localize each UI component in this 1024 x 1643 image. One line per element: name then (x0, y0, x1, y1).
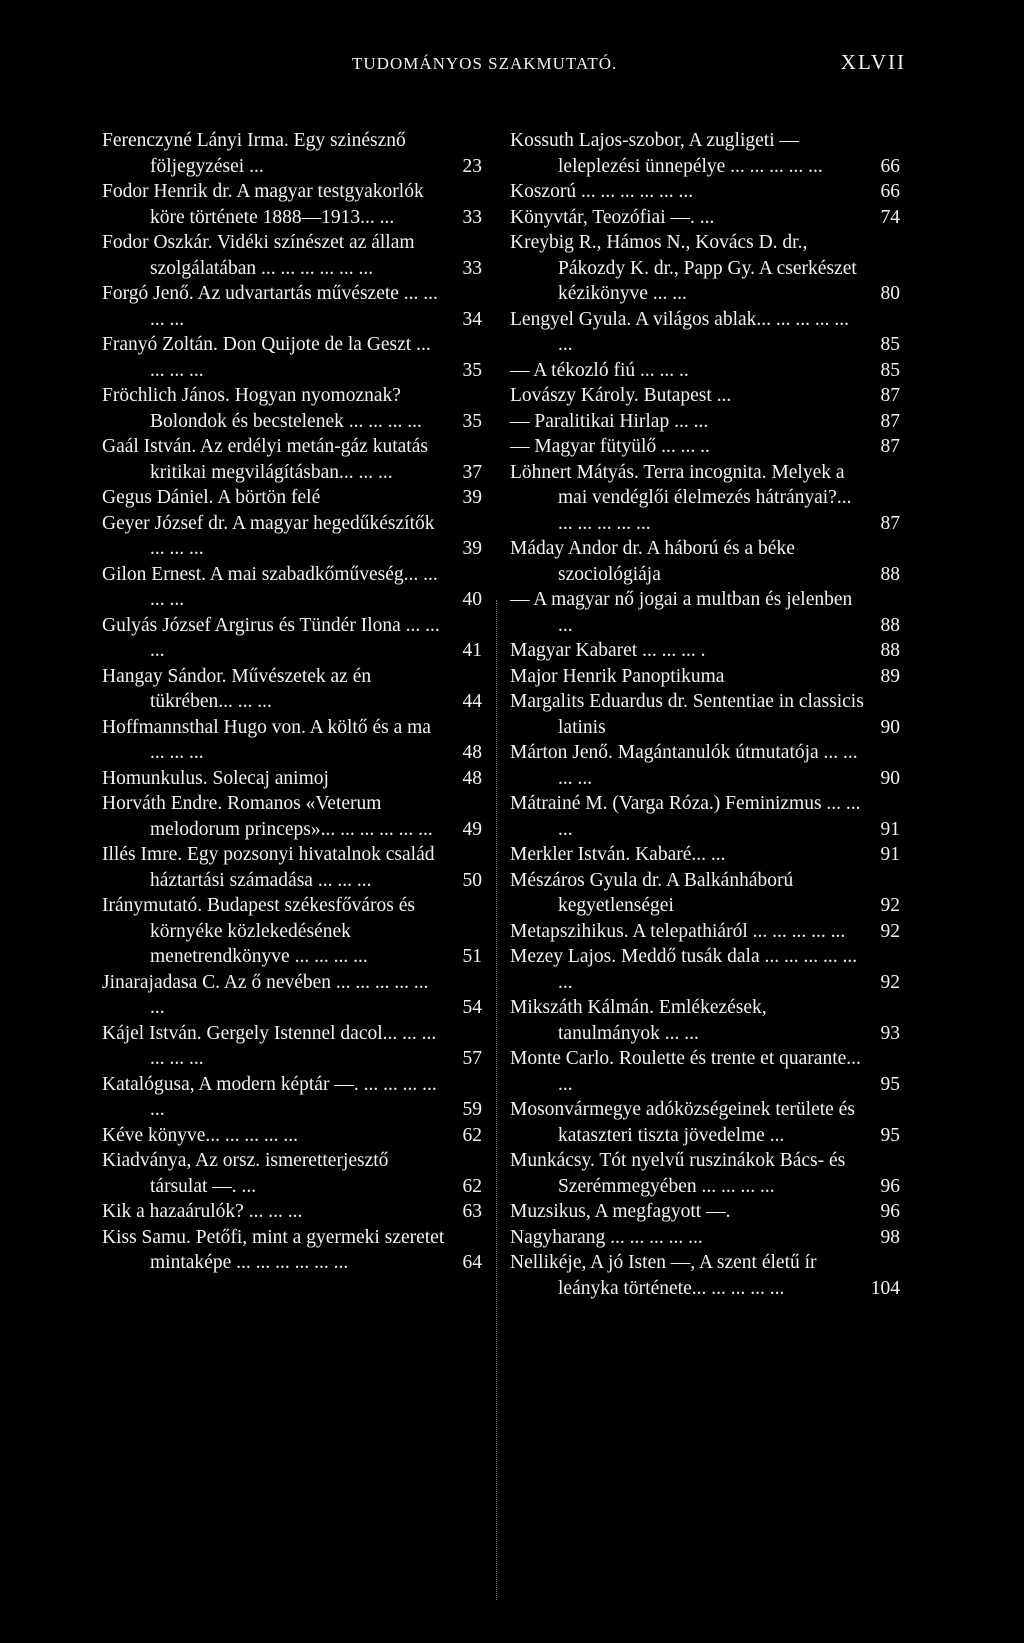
index-entry-page: 90 (880, 716, 900, 738)
index-column-left (102, 128, 482, 1276)
index-entry-page: 88 (880, 614, 900, 636)
index-entry (510, 868, 900, 919)
index-entry (102, 1072, 482, 1123)
index-entry (510, 995, 900, 1046)
index-entry-text: Homunkulus. Solecaj animoj (102, 767, 329, 789)
index-entry (510, 179, 900, 205)
index-entry-text: — A magyar nő jogai a multban és jelenben ... (510, 589, 853, 636)
index-entry (510, 358, 900, 384)
index-entry (510, 1097, 900, 1148)
index-entry (510, 1148, 900, 1199)
index-entry (510, 1225, 900, 1251)
index-entry-text: Lovászy Károly. Butapest ... (510, 385, 732, 406)
running-head (0, 48, 1024, 82)
index-entry-text: Geyer József dr. A magyar hegedűkészítők ... ... ... (102, 512, 435, 559)
index-entry (510, 638, 900, 664)
index-entry-page: 91 (880, 818, 900, 840)
index-entry (510, 1199, 900, 1225)
index-entry-text: Horváth Endre. Romanos «Veterum melodorum princeps»... ... ... ... ... ... (102, 793, 433, 840)
index-entry-page: 63 (462, 1201, 482, 1222)
index-entry-text: Mikszáth Kálmán. Emlékezések, tanulmányok ... ... (510, 997, 767, 1044)
index-entry-page: 35 (462, 410, 482, 432)
index-entry-page: 74 (880, 206, 900, 228)
index-entry-page: 104 (870, 1277, 900, 1299)
index-entry-page: 95 (880, 1124, 900, 1146)
index-entry (510, 689, 900, 740)
index-entry-text: Iránymutató. Budapest székesfőváros és környéke közlekedésének menetrendkönyve ... ... ... ... (102, 895, 415, 967)
index-entry (102, 1225, 482, 1276)
index-entry-text: Metapszihikus. A telepathiáról ... ... ... ... ... (510, 920, 846, 942)
index-entry-text: Kik a hazaárulók? ... ... ... (102, 1201, 303, 1222)
index-entry-text: Lengyel Gyula. A világos ablak... ... ... ... ... ... (510, 308, 850, 355)
index-entry-text: Forgó Jenő. Az udvartartás művészete ... ... ... ... (102, 283, 438, 330)
index-entry-text: Kossuth Lajos-szobor, A zugligeti — leleplezési ünnepélye ... ... ... ... ... (510, 130, 823, 177)
index-entry (510, 791, 900, 842)
index-entry (102, 1123, 482, 1149)
index-entry-text: Hangay Sándor. Művészetek az én tükrében... ... ... (102, 665, 372, 712)
index-entry-text: Katalógusa, A modern képtár —. ... ... ... ... ... (102, 1073, 437, 1120)
index-entry-text: Mészáros Gyula dr. A Balkánháború kegyetlenségei (510, 869, 794, 916)
index-entry (510, 383, 900, 409)
index-entry (102, 1199, 482, 1225)
index-entry-page: 88 (880, 563, 900, 585)
index-entry-text: Fodor Oszkár. Vidéki színészet az állam szolgálatában ... ... ... ... ... ... (102, 232, 415, 279)
index-entry-text: Nagyharang ... ... ... ... ... (510, 1226, 703, 1248)
index-entry-page: 33 (462, 206, 482, 228)
index-entry (102, 562, 482, 613)
index-entry-text: Mosonvármegye adóközségeinek területe és kataszteri tiszta jövedelme ... (510, 1099, 855, 1146)
index-entry-text: Gaál István. Az erdélyi metán-gáz kutatás kritikai megvilágításban... ... ... (102, 436, 428, 483)
index-entry (102, 230, 482, 281)
index-entry (102, 485, 482, 511)
index-entry-text: Hoffmannsthal Hugo von. A költő és a ma ... ... ... (102, 716, 431, 763)
index-entry-page: 44 (462, 691, 482, 712)
index-entry-page: 90 (880, 767, 900, 789)
index-entry-text: — A tékozló fiú ... ... .. (510, 359, 689, 381)
index-entry-page: 87 (880, 385, 900, 406)
index-entry-page: 40 (462, 589, 482, 610)
index-entry-page: 64 (462, 1252, 482, 1273)
index-entry (510, 944, 900, 995)
index-entry-text: Magyar Kabaret ... ... ... . (510, 640, 706, 661)
index-entry-text: Kájel István. Gergely Istennel dacol... ... ... ... ... ... (102, 1022, 437, 1069)
index-entry-text: Illés Imre. Egy pozsonyi hivatalnok család háztartási számadása ... ... ... (102, 844, 435, 891)
index-entry-text: Margalits Eduardus dr. Sententiae in classicis latinis (510, 691, 864, 738)
index-entry-page: 49 (462, 818, 482, 840)
index-entry-page: 87 (880, 410, 900, 432)
index-entry-text: Muzsikus, A megfagyott —. (510, 1201, 731, 1222)
index-entry (102, 613, 482, 664)
index-entry-page: 48 (462, 742, 482, 763)
index-entry-page: 80 (880, 283, 900, 304)
index-entry-page: 62 (462, 1175, 482, 1197)
index-entry-page: 87 (880, 436, 900, 457)
index-entry-text: Gegus Dániel. A börtön felé (102, 487, 321, 508)
index-entry (102, 715, 482, 766)
index-entry-page: 37 (462, 461, 482, 483)
index-entry-page: 51 (462, 946, 482, 967)
index-entry-page: 66 (880, 181, 900, 202)
index-entry (510, 409, 900, 435)
index-entry (102, 1148, 482, 1199)
index-entry-text: Kiss Samu. Petőfi, mint a gyermeki szeretet mintaképe ... ... ... ... ... ... (102, 1226, 445, 1273)
index-entry (102, 281, 482, 332)
index-entry (102, 664, 482, 715)
index-entry-page: 89 (880, 665, 900, 687)
index-entry-page: 33 (462, 257, 482, 279)
index-entry (102, 332, 482, 383)
index-entry-text: Monte Carlo. Roulette és trente et quarante... ... (510, 1048, 861, 1095)
index-entry (102, 842, 482, 893)
index-entry-text: Koszorú ... ... ... ... ... ... (510, 181, 694, 202)
index-entry (510, 919, 900, 945)
index-entry-page: 91 (880, 844, 900, 865)
index-entry-page: 85 (880, 359, 900, 381)
index-entry (102, 511, 482, 562)
index-entry-page: 41 (462, 640, 482, 661)
index-entry-text: Jinarajadasa C. Az ő nevében ... ... ... ... ... ... (102, 971, 429, 1018)
index-entry (102, 970, 482, 1021)
index-entry (102, 893, 482, 970)
index-entry-page: 66 (880, 155, 900, 177)
index-entry-text: Könyvtár, Teozófiai —. ... (510, 206, 715, 228)
index-entry-text: Merkler István. Kabaré... ... (510, 844, 726, 865)
index-entry (510, 842, 900, 868)
index-entry (510, 740, 900, 791)
index-entry (102, 434, 482, 485)
index-entry-page: 23 (462, 155, 482, 177)
index-entry-page: 92 (880, 971, 900, 993)
index-entry-page: 57 (462, 1048, 482, 1069)
index-entry-text: Kéve könyve... ... ... ... ... (102, 1124, 299, 1146)
index-column-right (510, 128, 900, 1301)
index-entry-page: 92 (880, 895, 900, 916)
index-entry-page: 93 (880, 1022, 900, 1044)
index-entry-page: 54 (462, 997, 482, 1018)
index-entry-text: Mátrainé M. (Varga Róza.) Feminizmus ... ... ... (510, 793, 861, 840)
index-entry-text: Mezey Lajos. Meddő tusák dala ... ... ... ... ... ... (510, 946, 858, 993)
running-head-title: TUDOMÁNYOS SZAKMUTATÓ. (352, 54, 618, 73)
index-entry-page: 87 (880, 512, 900, 534)
index-entry-text: Fröchlich János. Hogyan nyomoznak? Bolondok és becstelenek ... ... ... ... (102, 385, 422, 432)
index-entry-page: 39 (462, 538, 482, 559)
index-entry-page: 48 (462, 767, 482, 789)
index-entry-page: 34 (462, 308, 482, 330)
index-entry (510, 307, 900, 358)
index-entry-text: Munkácsy. Tót nyelvű ruszinákok Bács- és Szerémmegyében ... ... ... ... (510, 1150, 846, 1197)
page-number: XLVII (840, 50, 906, 74)
index-entry-page: 62 (462, 1124, 482, 1146)
index-entry-page: 92 (880, 920, 900, 942)
index-entry (510, 128, 900, 179)
index-entry (102, 791, 482, 842)
index-entry-text: Márton Jenő. Magántanulók útmutatója ... ... ... ... (510, 742, 858, 789)
index-entry-page: 50 (462, 869, 482, 891)
index-entry (510, 205, 900, 231)
index-entry (510, 1046, 900, 1097)
index-entry-page: 88 (880, 640, 900, 661)
index-entry-text: Ferenczyné Lányi Irma. Egy szinésznő följegyzései ... (102, 130, 406, 177)
column-divider (496, 600, 497, 1600)
index-entry-text: — Magyar fütyülő ... ... .. (510, 436, 710, 457)
index-entry (102, 1021, 482, 1072)
index-entry-text: Nellikéje, A jó Isten —, A szent életű ír leányka története... ... ... ... ... (510, 1252, 817, 1299)
index-entry (102, 128, 482, 179)
index-entry-page: 96 (880, 1175, 900, 1197)
index-entry (510, 1250, 900, 1301)
index-entry (102, 383, 482, 434)
index-entry (510, 664, 900, 690)
index-entry-page: 96 (880, 1201, 900, 1222)
index-entry-page: 35 (462, 359, 482, 381)
index-entry-text: Gilon Ernest. A mai szabadkőműveség... ... ... ... (102, 563, 438, 610)
index-entry-text: — Paralitikai Hirlap ... ... (510, 410, 709, 432)
index-entry-text: Franyó Zoltán. Don Quijote de la Geszt ... ... ... ... (102, 334, 431, 381)
index-entry-page: 98 (880, 1226, 900, 1248)
index-entry-text: Kreybig R., Hámos N., Kovács D. dr., Pákozdy K. dr., Papp Gy. A cserkészet kézikönyve ... ... (510, 232, 857, 304)
index-entry (510, 460, 900, 537)
index-entry-page: 59 (462, 1099, 482, 1120)
index-entry (102, 179, 482, 230)
index-entry-page: 85 (880, 334, 900, 355)
index-entry-text: Máday Andor dr. A háború és a béke szociológiája (510, 538, 795, 585)
index-entry-page: 95 (880, 1073, 900, 1095)
index-entry (510, 587, 900, 638)
index-entry-text: Kiadványa, Az orsz. ismeretterjesztő társulat —. ... (102, 1150, 389, 1197)
index-entry-text: Löhnert Mátyás. Terra incognita. Melyek a mai vendéglői élelmezés hátrányai?... ... ... ... ... ... (510, 461, 852, 534)
index-entry-page: 39 (462, 487, 482, 508)
index-entry-text: Gulyás József Argirus és Tündér Ilona ... ... ... (102, 614, 440, 661)
index-entry (510, 536, 900, 587)
index-entry-text: Major Henrik Panoptikuma (510, 665, 725, 687)
index-entry (510, 434, 900, 460)
index-entry (510, 230, 900, 307)
index-entry-text: Fodor Henrik dr. A magyar testgyakorlók köre története 1888—1913... ... (102, 181, 424, 228)
index-entry (102, 766, 482, 792)
